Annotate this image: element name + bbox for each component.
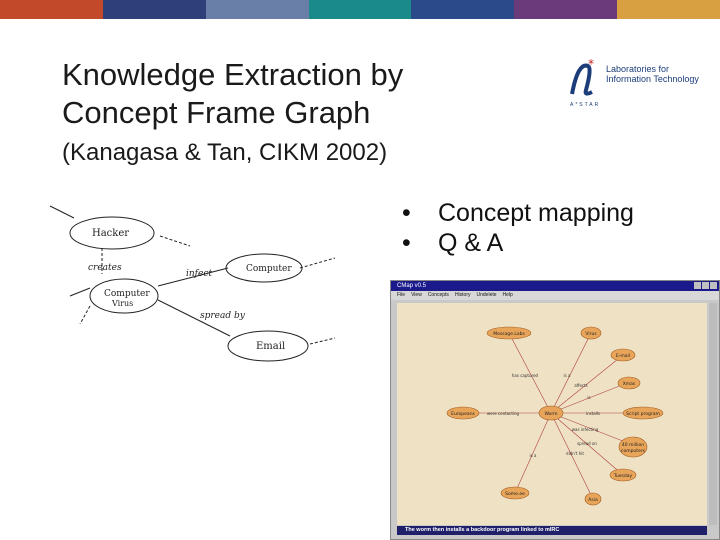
cmap-link-label: is a (563, 373, 571, 378)
cmap-link-label: didn't hit (566, 451, 584, 456)
cmap-link-label: installs (585, 411, 601, 416)
logo-line1: Laboratories for (606, 64, 670, 74)
slide-title-line1: Knowledge Extraction by (62, 57, 404, 92)
logo-line2: Information Technology (606, 74, 699, 84)
accent-segment (103, 0, 206, 19)
sketch-label-computer: Computer (246, 264, 292, 274)
sketch-edge (160, 236, 190, 246)
sketch-edge (50, 206, 74, 218)
logo-text (606, 64, 699, 84)
cmap-window-title: CMap v0.5 (397, 283, 427, 289)
accent-segment (0, 0, 103, 19)
menu-help[interactable]: Help (502, 292, 513, 298)
cmap-node-label: Message.Labs (493, 332, 525, 337)
cmap-node-label: Script program (626, 412, 660, 417)
cmap-link-label: affects (574, 383, 588, 388)
cmap-node-label: E-mail (615, 354, 631, 359)
accent-bar (0, 0, 720, 19)
close-icon[interactable] (710, 282, 717, 289)
cmap-canvas[interactable] (397, 303, 707, 525)
cmap-node-label: Europeans (451, 412, 475, 417)
slide-title (62, 56, 403, 132)
minimize-icon[interactable] (694, 282, 701, 289)
concept-frame-sketch (40, 196, 360, 376)
sketch-edge-infect: infect (186, 269, 212, 279)
cmap-menubar (391, 291, 719, 300)
sketch-label-virus-2: Virus (112, 299, 134, 308)
accent-segment (411, 0, 514, 19)
list-item (402, 228, 634, 258)
menu-file[interactable]: File (397, 292, 406, 298)
slide-subtitle: (Kanagasa & Tan, CIKM 2002) (62, 139, 388, 166)
cmap-node-label: computers (620, 449, 646, 454)
cmap-link-label: spread on (577, 441, 597, 446)
cmap-node-label: Asia (588, 498, 598, 503)
cmap-node-label: 40 million (621, 443, 645, 448)
bullet-text: Q & A (438, 229, 504, 257)
sketch-edge-spread-by: spread by (200, 311, 245, 321)
svg-text:*: * (588, 57, 594, 71)
bullet-text: Concept mapping (438, 199, 634, 227)
sketch-edge (310, 338, 335, 344)
sketch-edge (70, 288, 90, 296)
menu-history[interactable]: History (454, 292, 471, 298)
window-controls (694, 282, 717, 289)
cmap-link-label: has captured (511, 373, 539, 378)
maximize-icon[interactable] (702, 282, 709, 289)
logo-org: A*STAR (570, 102, 601, 108)
sketch-label-hacker: Hacker (92, 228, 130, 239)
cmap-node-label: Virus (585, 332, 597, 337)
astar-logo-icon (568, 56, 598, 100)
cmap-link-label: were contacting (486, 411, 520, 416)
sketch-label-email: Email (256, 341, 286, 352)
cmap-titlebar (391, 281, 719, 291)
sketch-edge (80, 306, 90, 324)
cmap-node-label: Xmas (622, 382, 636, 387)
cmap-node-label: Worm (544, 412, 558, 417)
bullet-dot: • (402, 199, 411, 227)
cmap-link-label: is a (529, 453, 537, 458)
accent-segment (617, 0, 720, 19)
sketch-edge (300, 258, 335, 268)
sketch-label-virus-1: Computer (104, 289, 150, 299)
cmap-node-label: Tuesday (613, 474, 633, 479)
sketch-edge-creates: creates (88, 263, 122, 273)
cmap-link-label: was infecting (571, 427, 599, 432)
astar-logo (568, 56, 708, 108)
menu-concepts[interactable]: Concepts (427, 292, 449, 298)
cmap-screenshot (390, 280, 720, 540)
accent-segment (206, 0, 309, 19)
cmap-link-label: is (587, 395, 591, 400)
cmap-status-bar: The worm then installs a backdoor program linked to mIRC (397, 526, 707, 535)
bullet-list (402, 198, 634, 258)
menu-undelete[interactable]: Undelete (476, 292, 497, 298)
cmap-node-label: Some.ee (505, 492, 525, 497)
menu-view[interactable]: View (411, 292, 422, 298)
accent-segment (309, 0, 412, 19)
vertical-scrollbar[interactable] (709, 303, 717, 525)
accent-segment (514, 0, 617, 19)
slide-title-line2: Concept Frame Graph (62, 95, 371, 130)
list-item (402, 198, 634, 228)
bullet-dot: • (402, 229, 411, 257)
